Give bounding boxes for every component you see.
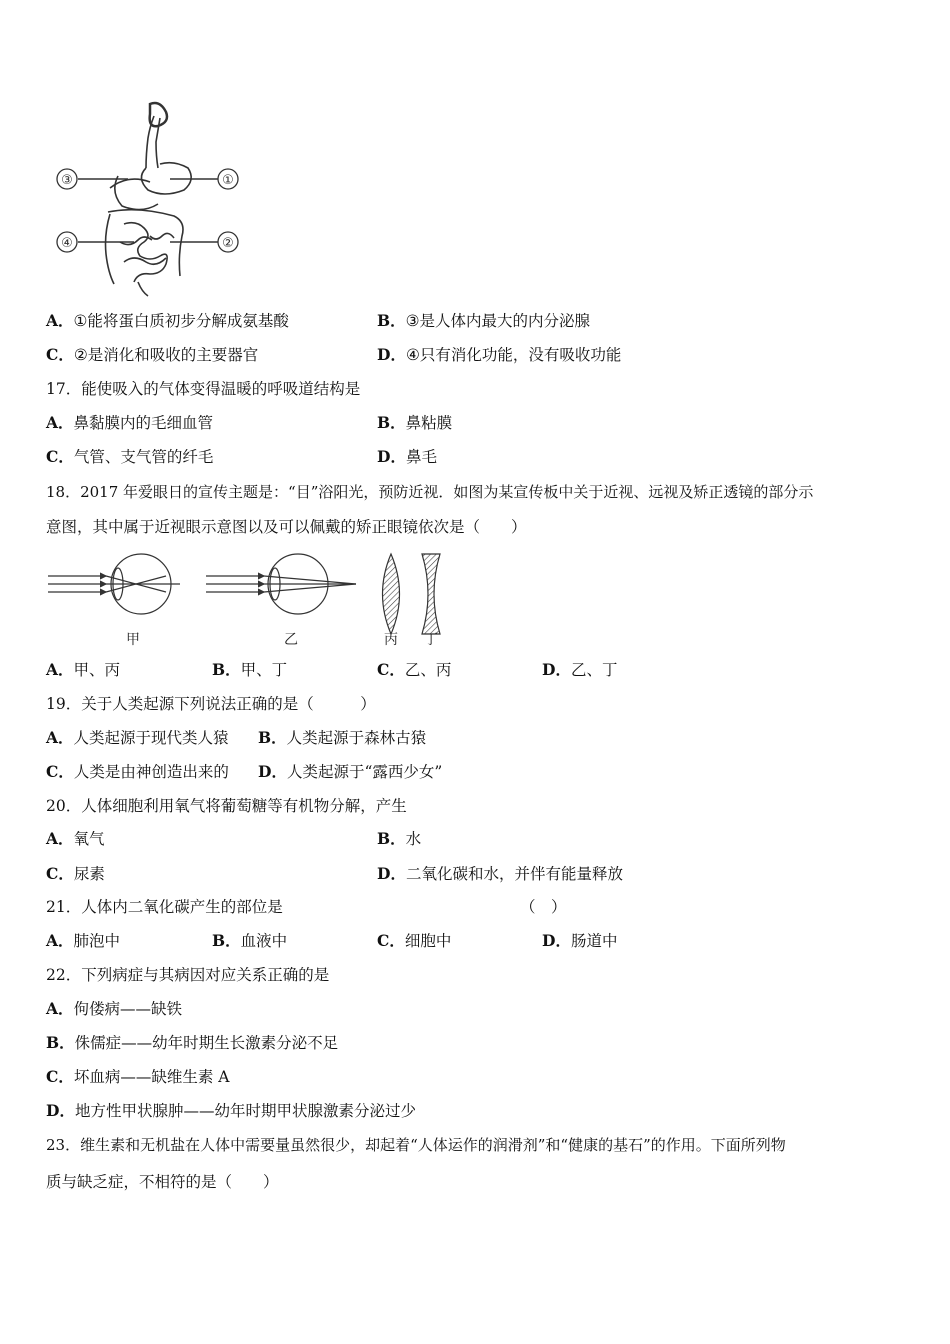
q22-option-c: C．坏血病——缺维生素 A	[46, 1067, 230, 1086]
eye-yi-label: 乙	[284, 632, 298, 648]
q18-option-c: C．乙、丙	[377, 660, 452, 679]
q17-option-c: C．气管、支气管的纤毛	[46, 447, 214, 466]
q16-option-d: D．④只有消化功能，没有吸收功能	[377, 345, 622, 364]
q18-option-a: A．甲、丙	[46, 660, 121, 679]
q16-option-a: A．①能将蛋白质初步分解成氨基酸	[46, 311, 289, 330]
q19-option-a: A．人类起源于现代类人猿	[46, 728, 229, 747]
eye-jia	[48, 554, 180, 614]
q16-option-b: B．③是人体内最大的内分泌腺	[377, 311, 591, 330]
lens-bing-label: 丙	[384, 632, 398, 648]
label-3: ③	[61, 173, 73, 188]
q18-stem-line2: 意图，其中属于近视眼示意图以及可以佩戴的矫正眼镜依次是（ ）	[46, 518, 527, 536]
q17-option-b: B．鼻粘膜	[377, 413, 453, 432]
q17-option-a: A．鼻黏膜内的毛细血管	[46, 413, 214, 432]
q21-option-a: A．肺泡中	[46, 931, 121, 950]
q20-option-d: D．二氧化碳和水，并伴有能量释放	[377, 864, 623, 883]
q18-option-b: B．甲、丁	[212, 660, 288, 679]
q21-option-c: C．细胞中	[377, 931, 452, 950]
q19-option-c: C．人类是由神创造出来的	[46, 762, 229, 781]
q19-option-b: B．人类起源于森林古猿	[258, 728, 427, 747]
q21-paren: （ ）	[520, 898, 567, 916]
digestive-system-figure	[50, 96, 250, 301]
q20-option-a: A．氧气	[46, 829, 105, 848]
q20-option-c: C．尿素	[46, 864, 105, 883]
q23-stem-line1: 23．维生素和无机盐在人体中需要量虽然很少，却起着“人体运作的润滑剂”和“健康的基石”的作用。下面所列物	[46, 1136, 786, 1154]
q21-stem: 21．人体内二氧化碳产生的部位是	[46, 898, 283, 916]
label-1: ①	[222, 173, 234, 188]
q22-option-d: D．地方性甲状腺肿——幼年时期甲状腺激素分泌过少	[46, 1101, 416, 1120]
q21-option-d: D．肠道中	[542, 931, 618, 950]
q18-option-d: D．乙、丁	[542, 660, 618, 679]
concave-lens	[422, 554, 440, 634]
label-2: ②	[222, 236, 234, 251]
q19-stem: 19．关于人类起源下列说法正确的是（ ）	[46, 695, 376, 713]
q18-stem-line1: 18．2017 年爱眼日的宣传主题是：“目”浴阳光，预防近视．如图为某宣传板中关于近视、远视及矫正透镜的部分示	[46, 483, 814, 501]
eye-lens-figure	[46, 548, 466, 652]
q17-stem: 17．能使吸入的气体变得温暖的呼吸道结构是	[46, 380, 361, 398]
q16-option-c: C．②是消化和吸收的主要器官	[46, 345, 259, 364]
q20-stem: 20．人体细胞利用氧气将葡萄糖等有机物分解，产生	[46, 797, 407, 815]
q21-option-b: B．血液中	[212, 931, 288, 950]
q22-option-a: A．佝偻病——缺铁	[46, 999, 183, 1018]
eye-yi	[206, 554, 356, 614]
q23-stem-line2: 质与缺乏症，不相符的是（ ）	[46, 1173, 279, 1191]
convex-lens	[383, 554, 400, 634]
q20-option-b: B．水	[377, 829, 422, 848]
eye-jia-label: 甲	[126, 632, 140, 648]
q19-option-d: D．人类起源于“露西少女”	[258, 762, 443, 781]
q22-stem: 22．下列病症与其病因对应关系正确的是	[46, 966, 330, 984]
label-4: ④	[61, 236, 73, 251]
q22-option-b: B．侏儒症——幼年时期生长激素分泌不足	[46, 1033, 339, 1052]
lens-ding-label: 丁	[424, 632, 438, 648]
q17-option-d: D．鼻毛	[377, 447, 437, 466]
